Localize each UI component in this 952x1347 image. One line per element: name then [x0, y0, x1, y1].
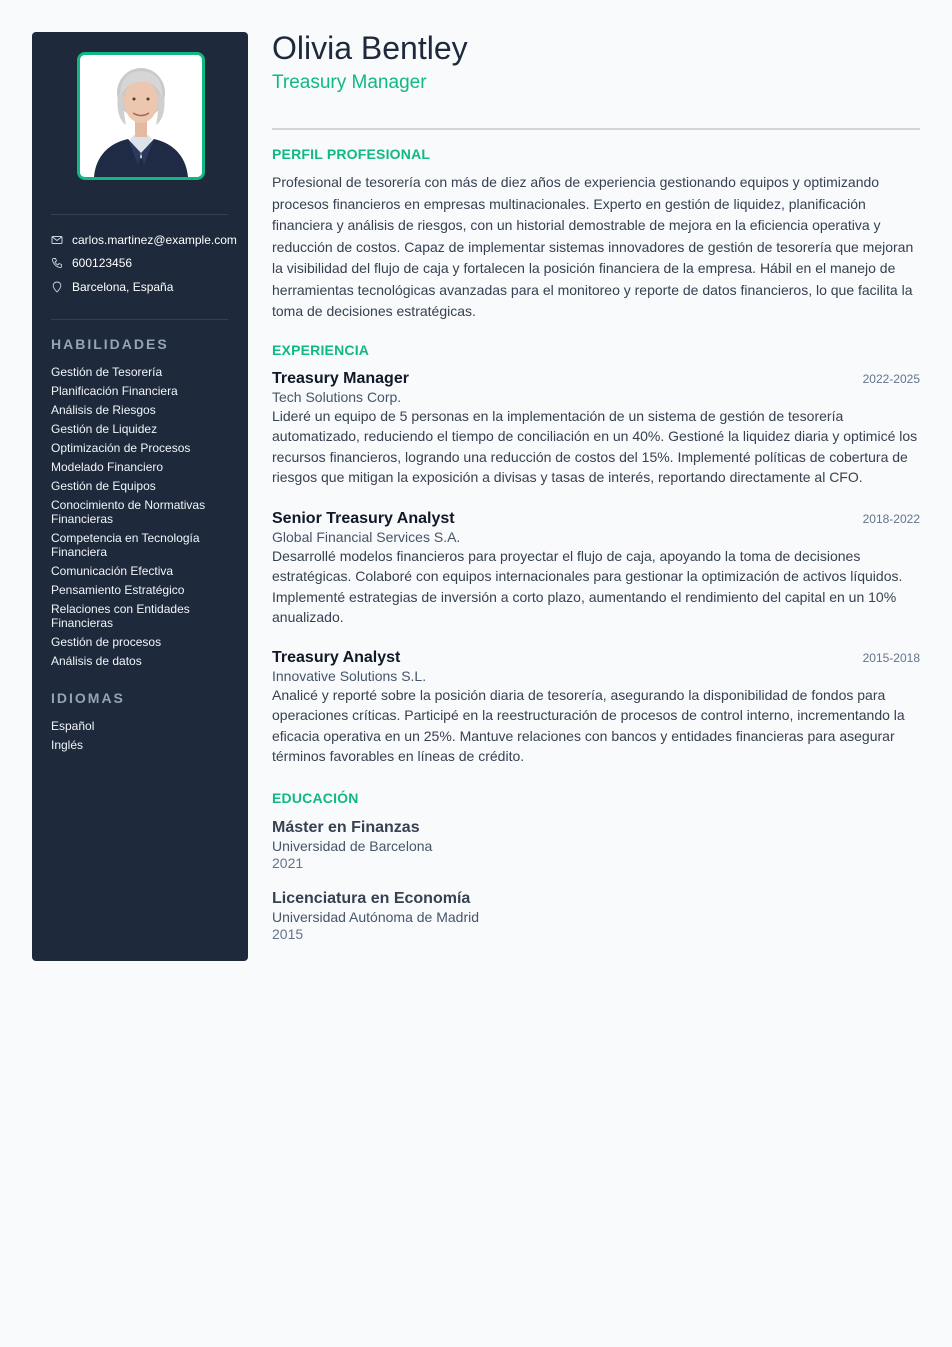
skill-item: Gestión de Liquidez — [51, 422, 158, 436]
job-entry — [272, 510, 920, 627]
phone-text[interactable]: 600123456 — [72, 256, 133, 270]
skills-list — [51, 365, 231, 673]
location-pin-icon — [51, 281, 63, 293]
header-divider — [272, 128, 920, 130]
education-school: Universidad Autónoma de Madrid — [272, 909, 480, 925]
sidebar-divider — [51, 319, 228, 320]
contact-phone[interactable] — [51, 254, 132, 272]
mail-icon — [51, 234, 63, 246]
portrait-image — [80, 55, 202, 177]
job-dates: 2015-2018 — [862, 651, 920, 665]
skill-item: Gestión de procesos — [51, 635, 162, 649]
location-text: Barcelona, España — [72, 280, 174, 294]
contact-location — [51, 278, 173, 296]
email-text[interactable]: carlos.martinez@example.com — [72, 233, 237, 247]
language-item: Español — [51, 719, 95, 733]
experience-heading: EXPERIENCIA — [272, 342, 370, 358]
candidate-name: Olivia Bentley — [272, 30, 468, 66]
skill-item: Planificación Financiera — [51, 384, 178, 398]
sidebar-divider — [51, 214, 228, 215]
education-entry — [272, 889, 920, 942]
languages-heading: IDIOMAS — [51, 690, 125, 706]
job-description: Lideré un equipo de 5 personas en la implementación de un sistema de gestión de tesorería automatizado, reduciendo el tiempo de conciliación en un 40%. Gestioné la liquidez diaria y optimicé los recursos financieros, logrando una reducción de costos del 15%. Implementé políticas de cobertura de riesgos que mitigan la exposición a divisas y tasas de interés, reportando directamente al CFO. — [272, 408, 918, 485]
education-year: 2015 — [272, 926, 304, 942]
education-year: 2021 — [272, 855, 304, 871]
education-degree: Máster en Finanzas — [272, 819, 420, 836]
languages-list — [51, 719, 231, 757]
skill-item: Optimización de Procesos — [51, 441, 191, 455]
job-description: Desarrollé modelos financieros para proyectar el flujo de caja, apoyando la toma de decisiones estratégicas. Colaboré con equipos internacionales para gestionar la optimización de activos líquidos. Implementé estrategias de inversión a corto plazo, aumentando el rendimiento del capital en un 10% anualizado. — [272, 548, 903, 625]
summary-heading: PERFIL PROFESIONAL — [272, 146, 431, 162]
education-degree: Licenciatura en Economía — [272, 890, 471, 907]
job-company: Global Financial Services S.A. — [272, 529, 461, 545]
skill-item: Pensamiento Estratégico — [51, 583, 185, 597]
skill-item: Competencia en Tecnología Financiera — [51, 531, 200, 559]
job-company: Innovative Solutions S.L. — [272, 668, 427, 684]
job-dates: 2018-2022 — [862, 512, 920, 526]
job-dates: 2022-2025 — [862, 372, 920, 386]
skill-item: Análisis de datos — [51, 654, 142, 668]
job-title: Senior Treasury Analyst — [272, 510, 455, 527]
job-entry — [272, 649, 920, 766]
skill-item: Comunicación Efectiva — [51, 564, 174, 578]
education-entry — [272, 818, 920, 871]
main-content — [272, 28, 920, 942]
skills-heading: HABILIDADES — [51, 336, 169, 352]
contact-email[interactable] — [51, 231, 237, 249]
job-title: Treasury Analyst — [272, 649, 401, 666]
job-description: Analicé y reporté sobre la posición diaria de tesorería, asegurando la disponibilidad de fondos para operaciones críticas. Participé en la reestructuración de procesos de control interno, incrementando la eficacia operativa en un 25%. Mantuve relaciones con bancos y entidades financieras para asegurar términos favorables en líneas de crédito. — [272, 687, 905, 764]
phone-icon — [51, 257, 63, 269]
education-school: Universidad de Barcelona — [272, 838, 433, 854]
job-entry — [272, 370, 920, 487]
skill-item: Gestión de Equipos — [51, 479, 156, 493]
sidebar — [32, 32, 248, 961]
skill-item: Análisis de Riesgos — [51, 403, 156, 417]
job-title: Treasury Manager — [272, 370, 409, 387]
summary-text: Profesional de tesorería con más de diez años de experiencia gestionando equipos y optimizando procesos financieros en empresas multinacionales. Experto en gestión de liquidez, planificación financiera y análisis de riesgos, con un historial demostrable de mejora en la eficiencia operativa y reducción de costos. Capaz de implementar sistemas innovadores de gestión de tesorería que mejoran la visibilidad del flujo de caja y fortalecen la posición financiera de la empresa. Hábil en el manejo de herramientas tecnológicas avanzadas para el monitoreo y reporte de datos financieros, lo que facilita la toma de decisiones estratégicas. — [272, 174, 914, 319]
skill-item: Gestión de Tesorería — [51, 365, 163, 379]
education-heading: EDUCACIÓN — [272, 790, 359, 806]
candidate-role: Treasury Manager — [272, 72, 427, 93]
job-company: Tech Solutions Corp. — [272, 389, 402, 405]
language-item: Inglés — [51, 738, 84, 752]
skill-item: Relaciones con Entidades Financieras — [51, 602, 190, 630]
profile-photo — [77, 52, 205, 180]
skill-item: Modelado Financiero — [51, 460, 164, 474]
skill-item: Conocimiento de Normativas Financieras — [51, 498, 206, 526]
